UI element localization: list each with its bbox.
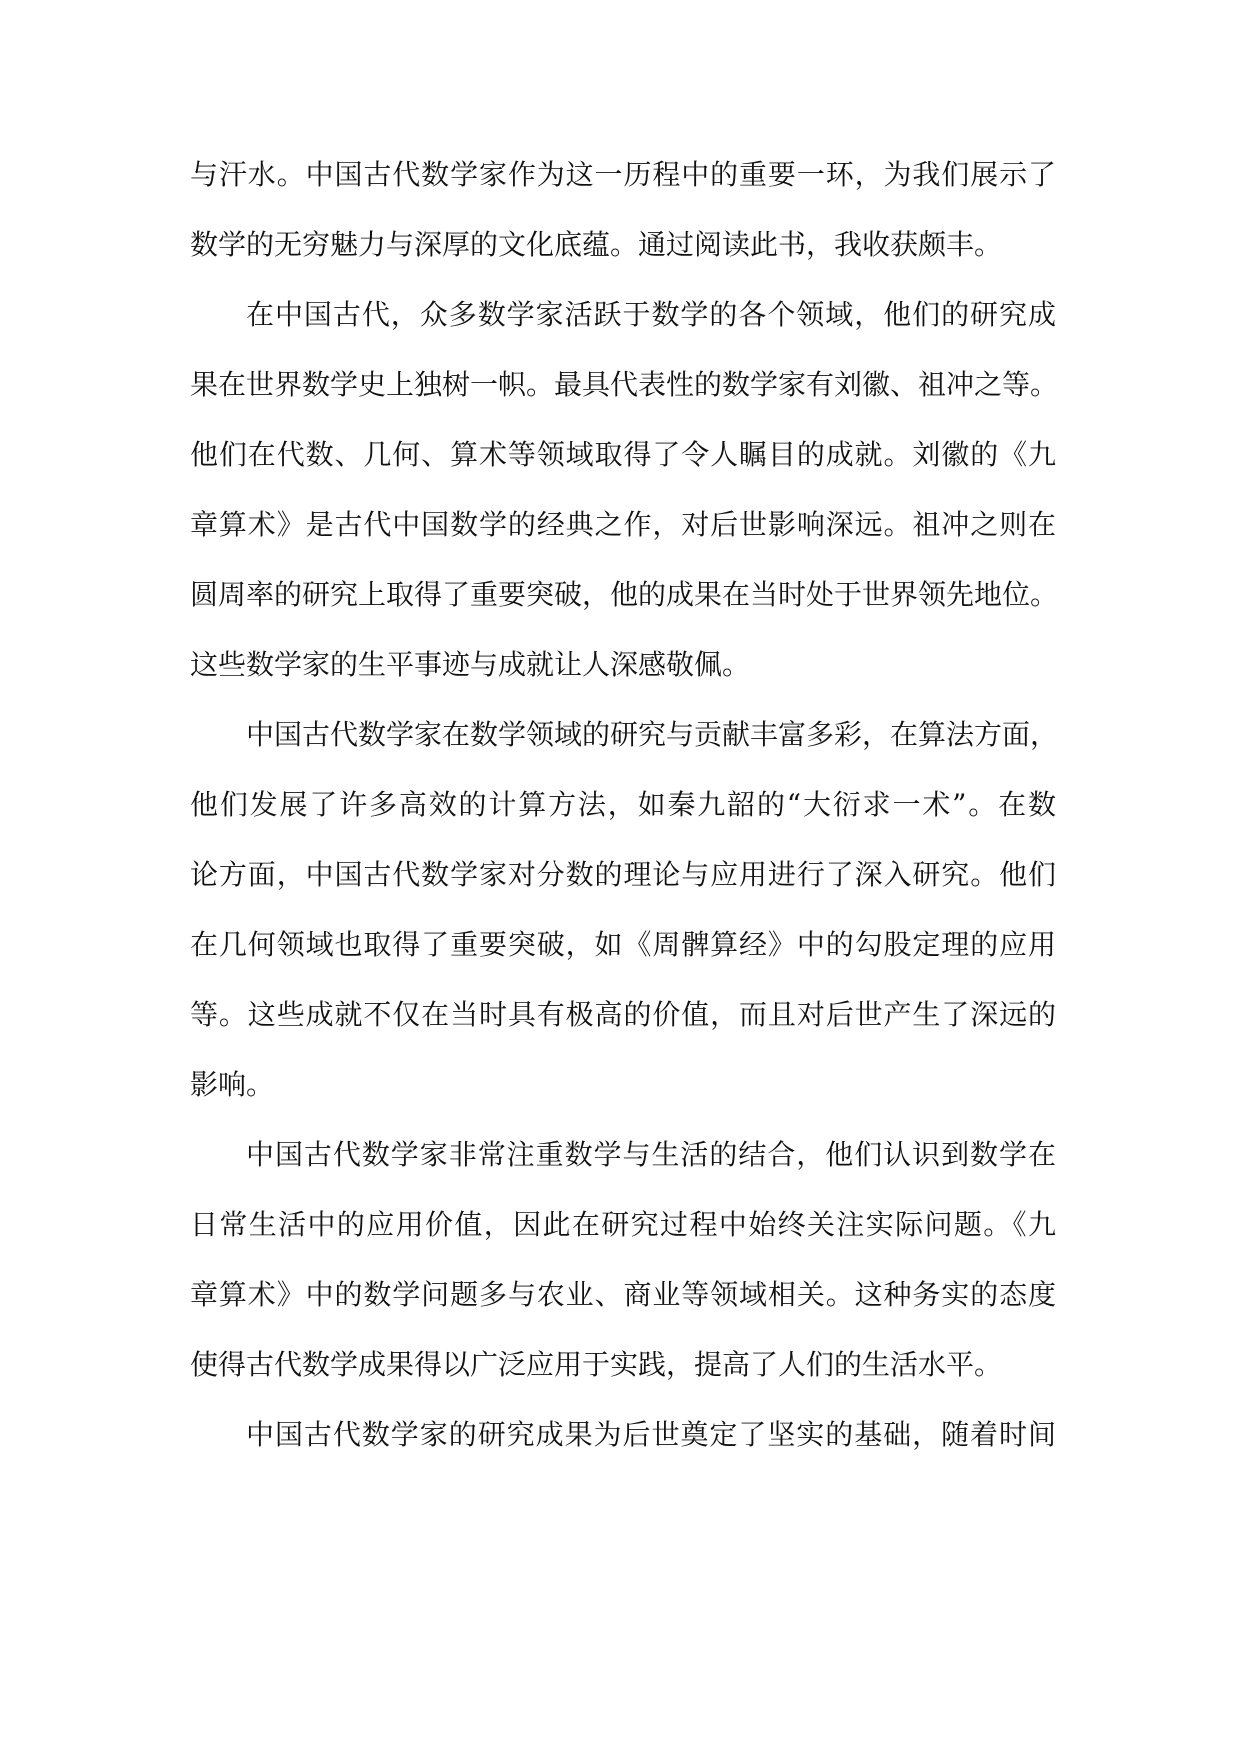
text-line: 中国古代数学家在数学领域的研究与贡献丰富多彩，在算法方面， — [246, 718, 1059, 751]
text-line: 在几何领域也取得了重要突破，如《周髀算经》中的勾股定理的应用 — [190, 928, 1056, 961]
text-line: 中国古代数学家的研究成果为后世奠定了坚实的基础，随着时间 — [246, 1418, 1056, 1451]
text-line: 使得古代数学成果得以广泛应用于实践，提高了人们的生活水平。 — [190, 1348, 1003, 1381]
text-line: 他们发展了许多高效的计算方法，如秦九韶的“大衍求一术”。在数 — [190, 788, 1056, 821]
text-line: 与汗水。中国古代数学家作为这一历程中的重要一环，为我们展示了 — [190, 158, 1056, 191]
text-line: 中国古代数学家非常注重数学与生活的结合，他们认识到数学在 — [246, 1138, 1056, 1171]
text-line: 日常生活中的应用价值，因此在研究过程中始终关注实际问题。《九 — [190, 1208, 1056, 1241]
text-line: 圆周率的研究上取得了重要突破，他的成果在当时处于世界领先地位。 — [190, 578, 1059, 611]
text-line: 在中国古代，众多数学家活跃于数学的各个领域，他们的研究成 — [246, 298, 1056, 331]
body-text — [190, 140, 1059, 1470]
text-line: 果在世界数学史上独树一帜。最具代表性的数学家有刘徽、祖冲之等。 — [190, 368, 1059, 401]
text-line: 等。这些成就不仅在当时具有极高的价值，而且对后世产生了深远的 — [190, 998, 1056, 1031]
text-line: 论方面，中国古代数学家对分数的理论与应用进行了深入研究。他们 — [190, 858, 1056, 891]
text-line: 章算术》是古代中国数学的经典之作，对后世影响深远。祖冲之则在 — [190, 508, 1056, 541]
text-line: 影响。 — [190, 1068, 275, 1101]
text-line: 他们在代数、几何、算术等领域取得了令人瞩目的成就。刘徽的《九 — [190, 438, 1056, 471]
text-line: 章算术》中的数学问题多与农业、商业等领域相关。这种务实的态度 — [190, 1278, 1056, 1311]
text-line: 这些数学家的生平事迹与成就让人深感敬佩。 — [190, 648, 751, 681]
text-line: 数学的无穷魅力与深厚的文化底蕴。通过阅读此书，我收获颇丰。 — [190, 228, 1003, 261]
